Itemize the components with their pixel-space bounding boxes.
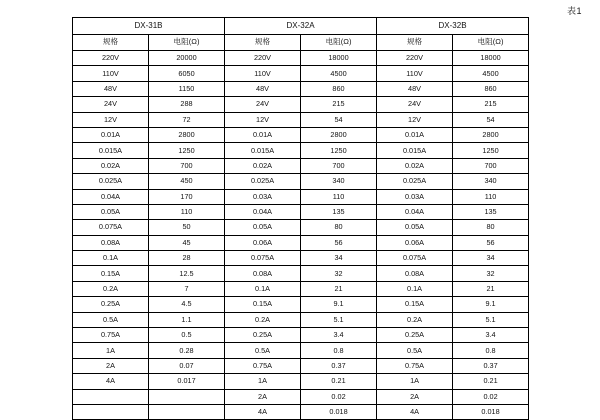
table-cell: 110 bbox=[149, 204, 225, 219]
table-head bbox=[73, 18, 529, 51]
table-group-header-row bbox=[73, 18, 529, 35]
table-cell: 4A bbox=[377, 404, 453, 419]
table-cell: 0.04A bbox=[377, 204, 453, 219]
table-caption: 表1 bbox=[566, 6, 582, 16]
table-cell: 1A bbox=[225, 374, 301, 389]
table-cell: 0.1A bbox=[225, 281, 301, 296]
table-cell: 0.21 bbox=[301, 374, 377, 389]
table-row bbox=[73, 389, 529, 404]
table-row bbox=[73, 97, 529, 112]
table-cell: 0.75A bbox=[377, 358, 453, 373]
table-cell: 0.5 bbox=[149, 328, 225, 343]
table-cell: 0.04A bbox=[225, 204, 301, 219]
table-cell: 0.018 bbox=[301, 404, 377, 419]
table-row bbox=[73, 66, 529, 81]
table-cell: 0.15A bbox=[377, 297, 453, 312]
table-cell: 1.1 bbox=[149, 312, 225, 327]
table-cell: 0.03A bbox=[377, 189, 453, 204]
table-cell: 1150 bbox=[149, 81, 225, 96]
table-cell: 0.37 bbox=[301, 358, 377, 373]
table-cell: 2800 bbox=[149, 127, 225, 142]
table-cell: 12V bbox=[377, 112, 453, 127]
table-cell: 0.5A bbox=[377, 343, 453, 358]
table-cell: 700 bbox=[301, 158, 377, 173]
table-cell: 0.5A bbox=[73, 312, 149, 327]
table-cell: 12V bbox=[73, 112, 149, 127]
table-cell: 0.01A bbox=[377, 127, 453, 142]
table-cell: 48V bbox=[73, 81, 149, 96]
table-cell: 1250 bbox=[149, 143, 225, 158]
table-cell: 0.25A bbox=[73, 297, 149, 312]
table-cell: 0.8 bbox=[301, 343, 377, 358]
column-header-spec-2: 规格 bbox=[225, 35, 301, 51]
table-cell: 220V bbox=[73, 51, 149, 66]
table-cell: 21 bbox=[453, 281, 529, 296]
table-cell: 80 bbox=[453, 220, 529, 235]
table-cell: 4A bbox=[73, 374, 149, 389]
table-cell: 2A bbox=[225, 389, 301, 404]
table-cell: 4500 bbox=[301, 66, 377, 81]
column-header-resistance-2: 电阻(Ω) bbox=[301, 35, 377, 51]
table-cell: 48V bbox=[225, 81, 301, 96]
table-cell: 48V bbox=[377, 81, 453, 96]
table-cell: 0.2A bbox=[377, 312, 453, 327]
table-cell: 0.075A bbox=[225, 251, 301, 266]
table-cell: 0.06A bbox=[377, 235, 453, 250]
table-cell: 21 bbox=[301, 281, 377, 296]
table-cell: 0.5A bbox=[225, 343, 301, 358]
table-cell: 0.01A bbox=[73, 127, 149, 142]
table-cell: 700 bbox=[149, 158, 225, 173]
table-body bbox=[73, 51, 529, 420]
table-cell: 0.2A bbox=[225, 312, 301, 327]
table-cell: 0.02 bbox=[301, 389, 377, 404]
table-cell: 135 bbox=[453, 204, 529, 219]
table-cell: 110V bbox=[225, 66, 301, 81]
table-cell: 0.018 bbox=[453, 404, 529, 419]
table-cell: 20000 bbox=[149, 51, 225, 66]
table-subheader-row bbox=[73, 35, 529, 51]
column-header-resistance-1: 电阻(Ω) bbox=[149, 35, 225, 51]
resistance-table bbox=[72, 17, 529, 420]
table-row bbox=[73, 343, 529, 358]
table-cell: 0.075A bbox=[73, 220, 149, 235]
table-cell: 0.15A bbox=[73, 266, 149, 281]
table-cell: 340 bbox=[453, 174, 529, 189]
table-row bbox=[73, 251, 529, 266]
table-cell: 860 bbox=[453, 81, 529, 96]
table-cell: 0.08A bbox=[225, 266, 301, 281]
table-cell: 0.75A bbox=[225, 358, 301, 373]
table-cell: 5.1 bbox=[301, 312, 377, 327]
table-cell: 24V bbox=[377, 97, 453, 112]
table-row bbox=[73, 158, 529, 173]
table-cell: 0.025A bbox=[377, 174, 453, 189]
table-cell: 54 bbox=[453, 112, 529, 127]
table-cell: 0.015A bbox=[73, 143, 149, 158]
table-cell: 220V bbox=[225, 51, 301, 66]
table-cell: 24V bbox=[225, 97, 301, 112]
table-row bbox=[73, 220, 529, 235]
table-cell: 0.2A bbox=[73, 281, 149, 296]
table-row bbox=[73, 143, 529, 158]
table-row bbox=[73, 81, 529, 96]
table-cell: 24V bbox=[73, 97, 149, 112]
table-cell: 9.1 bbox=[453, 297, 529, 312]
table-cell: 0.1A bbox=[377, 281, 453, 296]
column-header-resistance-3: 电阻(Ω) bbox=[453, 35, 529, 51]
table-cell: 12.5 bbox=[149, 266, 225, 281]
group-header-dx31b: DX-31B bbox=[73, 18, 225, 35]
table-row bbox=[73, 297, 529, 312]
table-cell: 0.05A bbox=[73, 204, 149, 219]
table-row bbox=[73, 112, 529, 127]
table-row bbox=[73, 174, 529, 189]
table-cell: 0.015A bbox=[225, 143, 301, 158]
table-cell: 2A bbox=[377, 389, 453, 404]
table-cell: 0.25A bbox=[377, 328, 453, 343]
table-cell: 2800 bbox=[301, 127, 377, 142]
table-cell: 0.21 bbox=[453, 374, 529, 389]
table-cell bbox=[149, 389, 225, 404]
table-cell bbox=[73, 404, 149, 419]
table-cell: 0.04A bbox=[73, 189, 149, 204]
table-cell: 2A bbox=[73, 358, 149, 373]
column-header-spec-1: 规格 bbox=[73, 35, 149, 51]
table-cell: 56 bbox=[301, 235, 377, 250]
table-cell: 4.5 bbox=[149, 297, 225, 312]
group-header-dx32b: DX-32B bbox=[377, 18, 529, 35]
table-row bbox=[73, 312, 529, 327]
table-cell: 0.02 bbox=[453, 389, 529, 404]
table-cell: 5.1 bbox=[453, 312, 529, 327]
table-cell: 0.37 bbox=[453, 358, 529, 373]
table-cell: 0.06A bbox=[225, 235, 301, 250]
table-cell: 860 bbox=[301, 81, 377, 96]
table-cell: 45 bbox=[149, 235, 225, 250]
table-row bbox=[73, 204, 529, 219]
table-cell: 1250 bbox=[453, 143, 529, 158]
table-cell: 1250 bbox=[301, 143, 377, 158]
table-cell: 0.28 bbox=[149, 343, 225, 358]
table-cell: 0.075A bbox=[377, 251, 453, 266]
table-cell: 1A bbox=[73, 343, 149, 358]
table-cell: 0.8 bbox=[453, 343, 529, 358]
table-cell: 700 bbox=[453, 158, 529, 173]
table-row bbox=[73, 404, 529, 419]
resistance-table-container bbox=[72, 17, 528, 420]
table-cell bbox=[73, 389, 149, 404]
table-cell: 0.02A bbox=[73, 158, 149, 173]
table-cell bbox=[149, 404, 225, 419]
table-cell: 135 bbox=[301, 204, 377, 219]
table-cell: 110V bbox=[73, 66, 149, 81]
table-row bbox=[73, 328, 529, 343]
table-cell: 18000 bbox=[301, 51, 377, 66]
table-row bbox=[73, 235, 529, 250]
table-cell: 0.07 bbox=[149, 358, 225, 373]
table-cell: 0.02A bbox=[377, 158, 453, 173]
table-cell: 0.015A bbox=[377, 143, 453, 158]
table-cell: 0.01A bbox=[225, 127, 301, 142]
table-cell: 3.4 bbox=[301, 328, 377, 343]
table-cell: 2800 bbox=[453, 127, 529, 142]
table-row bbox=[73, 266, 529, 281]
table-cell: 6050 bbox=[149, 66, 225, 81]
table-cell: 288 bbox=[149, 97, 225, 112]
table-cell: 34 bbox=[301, 251, 377, 266]
table-row bbox=[73, 374, 529, 389]
table-cell: 18000 bbox=[453, 51, 529, 66]
table-cell: 0.03A bbox=[225, 189, 301, 204]
column-header-spec-3: 规格 bbox=[377, 35, 453, 51]
table-row bbox=[73, 281, 529, 296]
table-cell: 0.1A bbox=[73, 251, 149, 266]
table-cell: 110 bbox=[301, 189, 377, 204]
table-cell: 1A bbox=[377, 374, 453, 389]
table-cell: 80 bbox=[301, 220, 377, 235]
table-cell: 170 bbox=[149, 189, 225, 204]
table-cell: 110 bbox=[453, 189, 529, 204]
table-cell: 0.75A bbox=[73, 328, 149, 343]
table-cell: 54 bbox=[301, 112, 377, 127]
table-cell: 0.25A bbox=[225, 328, 301, 343]
table-cell: 56 bbox=[453, 235, 529, 250]
table-cell: 0.05A bbox=[225, 220, 301, 235]
table-cell: 32 bbox=[301, 266, 377, 281]
table-cell: 3.4 bbox=[453, 328, 529, 343]
table-cell: 220V bbox=[377, 51, 453, 66]
table-cell: 215 bbox=[453, 97, 529, 112]
table-cell: 9.1 bbox=[301, 297, 377, 312]
table-cell: 450 bbox=[149, 174, 225, 189]
table-cell: 0.02A bbox=[225, 158, 301, 173]
table-cell: 4500 bbox=[453, 66, 529, 81]
table-cell: 0.15A bbox=[225, 297, 301, 312]
table-cell: 7 bbox=[149, 281, 225, 296]
table-cell: 34 bbox=[453, 251, 529, 266]
table-cell: 340 bbox=[301, 174, 377, 189]
table-cell: 215 bbox=[301, 97, 377, 112]
table-cell: 0.025A bbox=[225, 174, 301, 189]
table-cell: 12V bbox=[225, 112, 301, 127]
table-cell: 72 bbox=[149, 112, 225, 127]
table-row bbox=[73, 358, 529, 373]
table-cell: 0.017 bbox=[149, 374, 225, 389]
table-cell: 32 bbox=[453, 266, 529, 281]
group-header-dx32a: DX-32A bbox=[225, 18, 377, 35]
table-cell: 0.025A bbox=[73, 174, 149, 189]
table-cell: 110V bbox=[377, 66, 453, 81]
table-cell: 50 bbox=[149, 220, 225, 235]
table-row bbox=[73, 51, 529, 66]
table-cell: 0.08A bbox=[73, 235, 149, 250]
table-row bbox=[73, 189, 529, 204]
table-cell: 28 bbox=[149, 251, 225, 266]
table-cell: 4A bbox=[225, 404, 301, 419]
table-cell: 0.08A bbox=[377, 266, 453, 281]
table-row bbox=[73, 127, 529, 142]
table-cell: 0.05A bbox=[377, 220, 453, 235]
